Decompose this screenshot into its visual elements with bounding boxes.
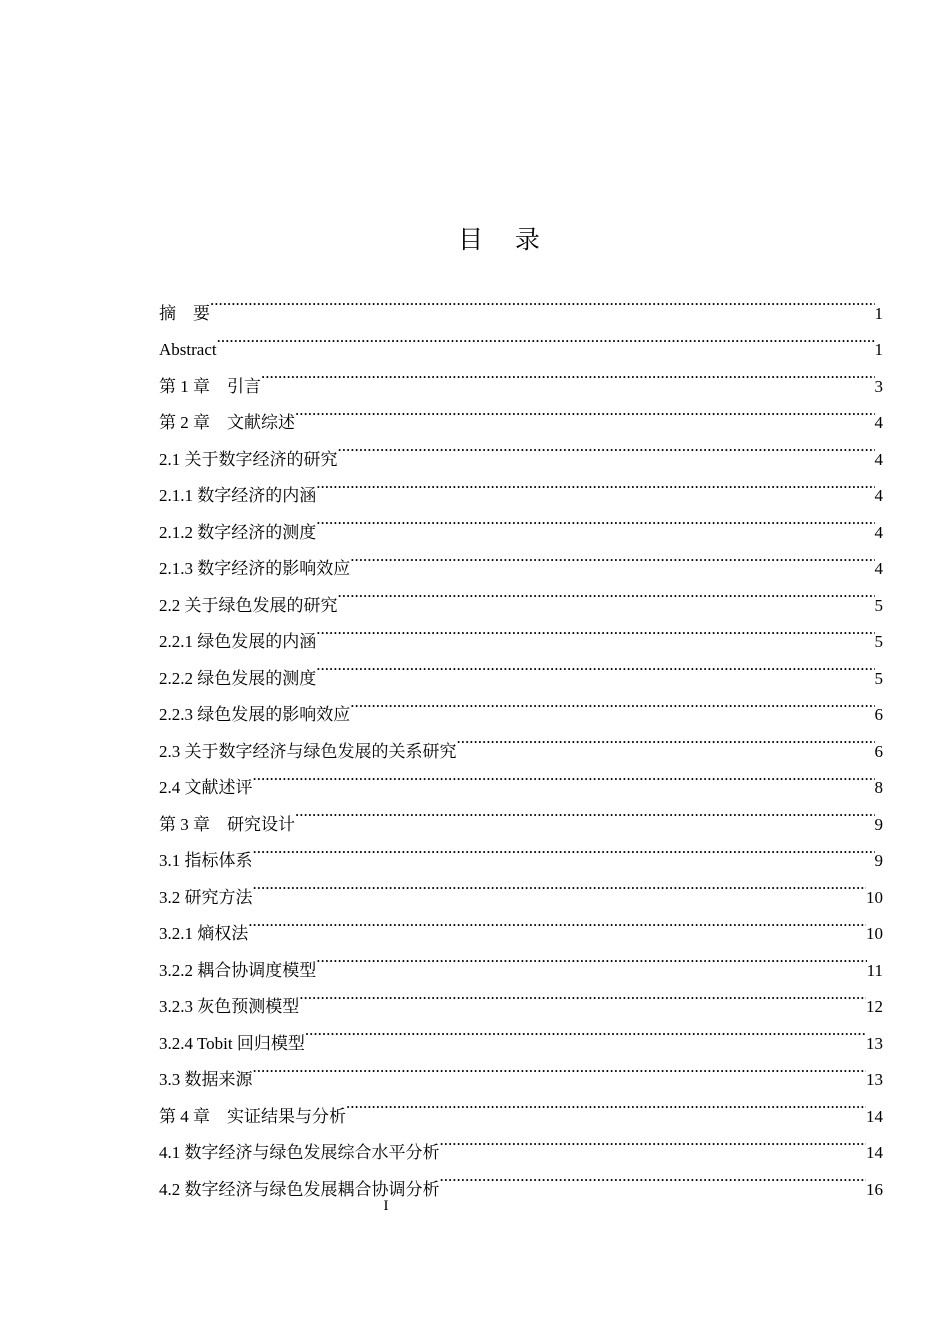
- toc-entry-label: 3.2.3 灰色预测模型: [159, 997, 300, 1016]
- toc-entry[interactable]: [159, 392, 883, 432]
- toc-entry-page: 1: [874, 340, 883, 359]
- toc-entry-label: 2.4 文献述评: [159, 778, 253, 797]
- toc-entry-page: 1: [874, 303, 883, 323]
- toc-leader-dots: [346, 1085, 866, 1122]
- toc-entry-label: 3.1 指标体系: [159, 851, 253, 870]
- toc-entry-page: 16: [866, 1179, 883, 1199]
- toc-entry-label: 3.2.2 耦合协调度模型: [159, 960, 317, 980]
- toc-leader-dots: [338, 428, 875, 465]
- toc-entry[interactable]: [159, 282, 883, 323]
- toc-entry[interactable]: [159, 793, 883, 834]
- toc-entry[interactable]: [159, 866, 883, 907]
- toc-entry-page: 6: [874, 741, 883, 761]
- toc-leader-dots: [261, 355, 875, 392]
- toc-entry-label: 3.2.1 熵权法: [159, 924, 249, 943]
- toc-entry-label: 2.1 关于数字经济的研究: [159, 449, 338, 469]
- toc-entry-page: 3: [874, 376, 883, 396]
- toc-entry[interactable]: [159, 1085, 883, 1126]
- toc-entry-label: 3.2 研究方法: [159, 887, 253, 907]
- toc-leader-dots: [350, 684, 874, 721]
- toc-entry-label: 3.3 数据来源: [159, 1070, 253, 1089]
- toc-entry-page: 9: [874, 814, 883, 834]
- toc-entry-label: 第 3 章 研究设计: [159, 814, 295, 834]
- toc-leader-dots: [440, 1158, 867, 1195]
- toc-leader-dots: [316, 501, 874, 538]
- toc-entry[interactable]: [159, 757, 883, 797]
- toc-entry-label: 2.3 关于数字经济与绿色发展的关系研究: [159, 741, 457, 761]
- toc-entry-page: 13: [866, 1033, 883, 1053]
- toc-leader-dots: [253, 1049, 867, 1086]
- toc-entry[interactable]: [159, 903, 883, 943]
- toc-entry-label: 2.1.1 数字经济的内涵: [159, 486, 317, 505]
- toc-entry-page: 9: [874, 851, 883, 870]
- toc-leader-dots: [210, 282, 875, 319]
- toc-entry[interactable]: [159, 1049, 883, 1089]
- toc-leader-dots: [248, 903, 866, 940]
- toc-entry-page: 4: [874, 559, 883, 578]
- toc-entry-label: 4.2 数字经济与绿色发展耦合协调分析: [159, 1179, 440, 1199]
- toc-leader-dots: [316, 465, 874, 502]
- toc-entry-page: 4: [874, 449, 883, 469]
- page-number-footer: I: [383, 1198, 389, 1214]
- toc-entry-page: 4: [874, 486, 883, 505]
- toc-entry-label: 2.2.1 绿色发展的内涵: [159, 632, 317, 651]
- toc-entry-page: 8: [874, 778, 883, 797]
- toc-entry-page: 13: [866, 1070, 883, 1089]
- toc-leader-dots: [305, 1012, 866, 1049]
- toc-entry[interactable]: [159, 355, 883, 396]
- toc-leader-dots: [217, 319, 875, 356]
- toc-entry-page: 5: [874, 668, 883, 688]
- toc-leader-dots: [295, 392, 875, 429]
- page-title: 目 录: [458, 225, 540, 254]
- toc-leader-dots: [316, 939, 866, 976]
- toc-entry-label: 第 1 章 引言: [159, 376, 261, 396]
- toc-entry[interactable]: [159, 830, 883, 870]
- toc-entry-page: 4: [874, 522, 883, 542]
- toc-entry-label: 3.2.4 Tobit 回归模型: [159, 1033, 305, 1053]
- toc-entry-page: 10: [866, 887, 883, 907]
- toc-entry-page: 12: [866, 997, 883, 1016]
- toc-entry-page: 5: [874, 632, 883, 651]
- toc-entry-label: 2.2.3 绿色发展的影响效应: [159, 705, 351, 724]
- toc-leader-dots: [350, 538, 874, 575]
- toc-entry-label: 4.1 数字经济与绿色发展综合水平分析: [159, 1143, 440, 1162]
- toc-leader-dots: [253, 830, 875, 867]
- toc-entry-label: 第 2 章 文献综述: [159, 413, 295, 432]
- toc-leader-dots: [295, 793, 875, 830]
- toc-leader-dots: [316, 647, 874, 684]
- toc-entry-label: 第 4 章 实证结果与分析: [159, 1106, 346, 1126]
- toc-leader-dots: [338, 574, 875, 611]
- toc-entry[interactable]: [159, 939, 883, 980]
- toc-entry-page: 10: [866, 924, 883, 943]
- toc-leader-dots: [457, 720, 875, 757]
- toc-entry-page: 5: [874, 595, 883, 615]
- toc-entry-page: 4: [874, 413, 883, 432]
- toc-leader-dots: [253, 866, 867, 903]
- toc-entry-label: 2.2.2 绿色发展的测度: [159, 668, 317, 688]
- toc-leader-dots: [299, 976, 866, 1013]
- toc-leader-dots: [440, 1122, 867, 1159]
- toc-entry-label: 2.1.2 数字经济的测度: [159, 522, 317, 542]
- toc-entry-label: Abstract: [159, 340, 217, 359]
- toc-entry[interactable]: [159, 319, 883, 359]
- toc-leader-dots: [316, 611, 874, 648]
- toc-entry-page: 11: [866, 960, 883, 980]
- toc-entry-page: 14: [866, 1106, 883, 1126]
- toc-entry-page: 6: [874, 705, 883, 724]
- toc-entry-label: 2.1.3 数字经济的影响效应: [159, 559, 351, 578]
- table-of-contents: [159, 282, 883, 1199]
- toc-leader-dots: [253, 757, 875, 794]
- toc-entry-label: 摘 要: [159, 303, 210, 323]
- toc-entry-label: 2.2 关于绿色发展的研究: [159, 595, 338, 615]
- toc-entry-page: 14: [866, 1143, 883, 1162]
